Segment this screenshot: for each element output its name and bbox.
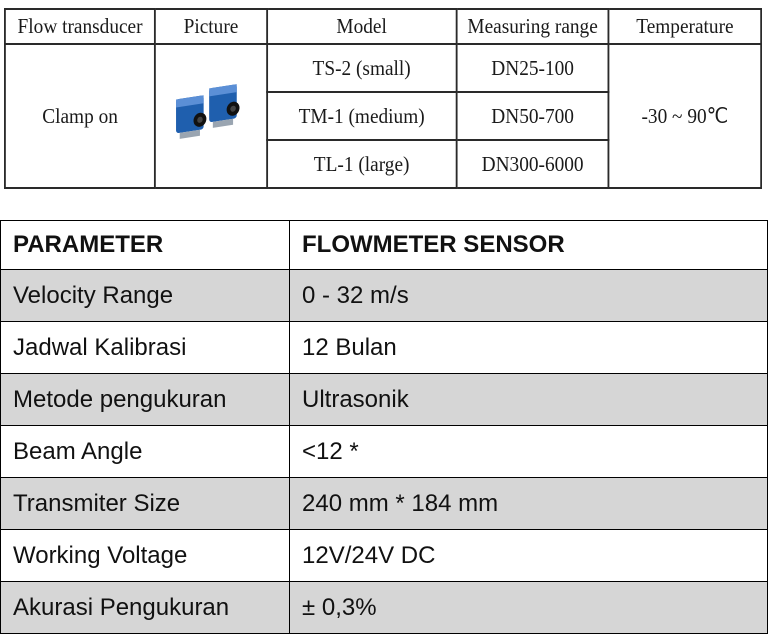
spec-row — [1, 322, 768, 374]
header-flow-transducer: Flow transducer — [5, 9, 155, 44]
value-cell: 12V/24V DC — [290, 530, 768, 582]
header-temperature: Temperature — [609, 9, 761, 44]
value-cell: ± 0,3% — [290, 582, 768, 634]
spec-row — [1, 530, 768, 582]
range-cell: DN50-700 — [457, 92, 609, 140]
transducer-table-region — [4, 0, 762, 194]
spec-row — [1, 270, 768, 322]
sensor-picture — [155, 44, 267, 188]
transducer-table — [4, 8, 762, 189]
sensor-image-icon — [172, 84, 249, 148]
spec-header-row — [1, 221, 768, 270]
header-model: Model — [267, 9, 457, 44]
transducer-header-row — [5, 9, 761, 44]
parameter-cell: Jadwal Kalibrasi — [1, 322, 290, 374]
parameter-cell: Transmiter Size — [1, 478, 290, 530]
value-cell: Ultrasonik — [290, 374, 768, 426]
model-cell: TL-1 (large) — [267, 140, 457, 188]
range-cell: DN25-100 — [457, 44, 609, 92]
range-cell: DN300-6000 — [457, 140, 609, 188]
parameter-cell: Metode pengukuran — [1, 374, 290, 426]
spec-row — [1, 426, 768, 478]
spec-row — [1, 374, 768, 426]
parameter-cell: Akurasi Pengukuran — [1, 582, 290, 634]
header-parameter: PARAMETER — [1, 221, 290, 270]
spec-row — [1, 582, 768, 634]
value-cell: 12 Bulan — [290, 322, 768, 374]
value-cell: 0 - 32 m/s — [290, 270, 768, 322]
spec-row — [1, 478, 768, 530]
header-flowmeter-sensor: FLOWMETER SENSOR — [290, 221, 768, 270]
value-cell: 240 mm * 184 mm — [290, 478, 768, 530]
type-clamp-on: Clamp on — [5, 44, 155, 188]
header-measuring-range: Measuring range — [457, 9, 609, 44]
header-picture: Picture — [155, 9, 267, 44]
spec-table — [0, 220, 768, 634]
value-cell: <12 * — [290, 426, 768, 478]
model-cell: TM-1 (medium) — [267, 92, 457, 140]
model-cell: TS-2 (small) — [267, 44, 457, 92]
temperature-cell: -30 ~ 90℃ — [609, 44, 761, 188]
parameter-cell: Beam Angle — [1, 426, 290, 478]
transducer-row — [5, 44, 761, 92]
parameter-cell: Working Voltage — [1, 530, 290, 582]
parameter-cell: Velocity Range — [1, 270, 290, 322]
